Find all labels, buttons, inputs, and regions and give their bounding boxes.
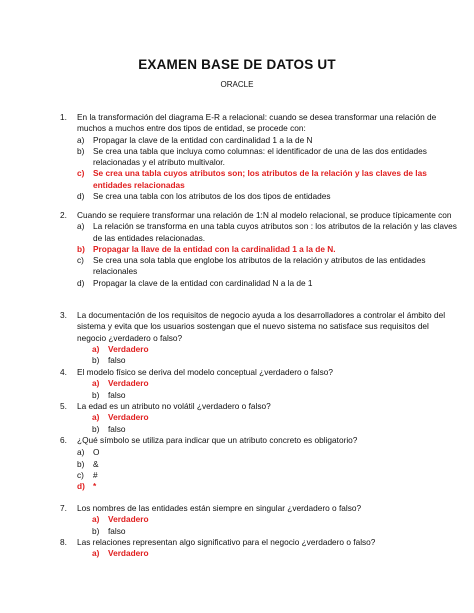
question-6: [60, 435, 458, 492]
question-text: En la transformación del diagrama E-R a relacional: cuando se desea transformar una relación de muchos a muchos entre dos tipos de entidad, se procede con:: [77, 112, 437, 134]
question-text: ¿Qué símbolo se utiliza para indicar que un atributo concreto es obligatorio?: [77, 435, 358, 445]
exam-subtitle: ORACLE: [220, 80, 254, 89]
option-b: b) falso: [92, 355, 126, 366]
option-a: a) O: [77, 447, 100, 458]
question-text: El modelo físico se deriva del modelo conceptual ¿verdadero o falso?: [77, 367, 333, 377]
option-b: b) falso: [92, 389, 126, 400]
option-a-correct: a) Verdadero: [92, 378, 149, 389]
option-a-correct: a) Verdadero: [92, 343, 149, 354]
question-text: La documentación de los requisitos de negocio ayuda a los desarrolladores a controlar el ámbito del sistema y evita que los usuarios sostengan que el nuevo sistema no satisface sus requisitos del negocio ¿verdadero o falso?: [77, 310, 446, 343]
question-2: [60, 210, 458, 289]
option-b: b) Se crea una tabla que incluya como columnas: el identificador de una de las dos entidades relacionadas y el atributo multivalor.: [77, 145, 427, 168]
question-text: Cuando se requiere transformar una relación de 1:N al modelo relacional, se produce típicamente con: [77, 210, 452, 220]
option-b: b) falso: [92, 423, 126, 434]
question-number: 4.: [60, 367, 67, 377]
question-number: 6.: [60, 435, 67, 445]
question-4: [60, 367, 458, 401]
option-a-correct: a) Verdadero: [92, 412, 149, 423]
question-number: 3.: [60, 310, 67, 320]
question-3: [60, 310, 458, 366]
option-a: a) La relación se transforma en una tabla cuyos atributos son : los atributos de la relación y las claves de las entidades relacionadas.: [77, 221, 457, 243]
option-b-correct: b) Propagar la llave de la entidad con la cardinalidad 1 a la de N.: [77, 243, 336, 254]
question-text: La edad es un atributo no volátil ¿verdadero o falso?: [77, 401, 271, 411]
question-number: 2.: [60, 210, 67, 220]
option-d: d) Propagar la clave de la entidad con cardinalidad N a la de 1: [77, 277, 313, 288]
question-1: [60, 112, 458, 202]
question-text: Los nombres de las entidades están siempre en singular ¿verdadero o falso?: [77, 503, 362, 513]
question-7: [60, 503, 458, 537]
option-b: b) &: [77, 458, 99, 469]
question-5: [60, 401, 458, 435]
option-a-correct: a) Verdadero: [92, 514, 149, 525]
option-c: c) Se crea una sola tabla que englobe los atributos de la relación y atributos de las entidades relacionales: [77, 255, 426, 277]
option-d: d) Se crea una tabla con los atributos de los dos tipos de entidades: [77, 191, 331, 202]
question-number: 8.: [60, 537, 67, 547]
option-a: a) Propagar la clave de la entidad con cardinalidad 1 a la de N: [77, 134, 313, 145]
question-8: [60, 537, 458, 560]
question-number: 7.: [60, 503, 67, 513]
option-c-correct: c) Se crea una tabla cuyos atributos son; los atributos de la relación y las claves de las entidades relacionadas: [77, 168, 427, 190]
option-d-correct: d) *: [77, 481, 97, 492]
option-c: c) #: [77, 469, 98, 480]
exam-title: EXAMEN BASE DE DATOS UT: [138, 57, 336, 72]
question-number: 1.: [60, 112, 67, 122]
option-a-correct: a) Verdadero: [92, 548, 149, 559]
question-text: Las relaciones representan algo significativo para el negocio ¿verdadero o falso?: [77, 537, 376, 547]
option-b: b) falso: [92, 525, 126, 536]
question-number: 5.: [60, 401, 67, 411]
